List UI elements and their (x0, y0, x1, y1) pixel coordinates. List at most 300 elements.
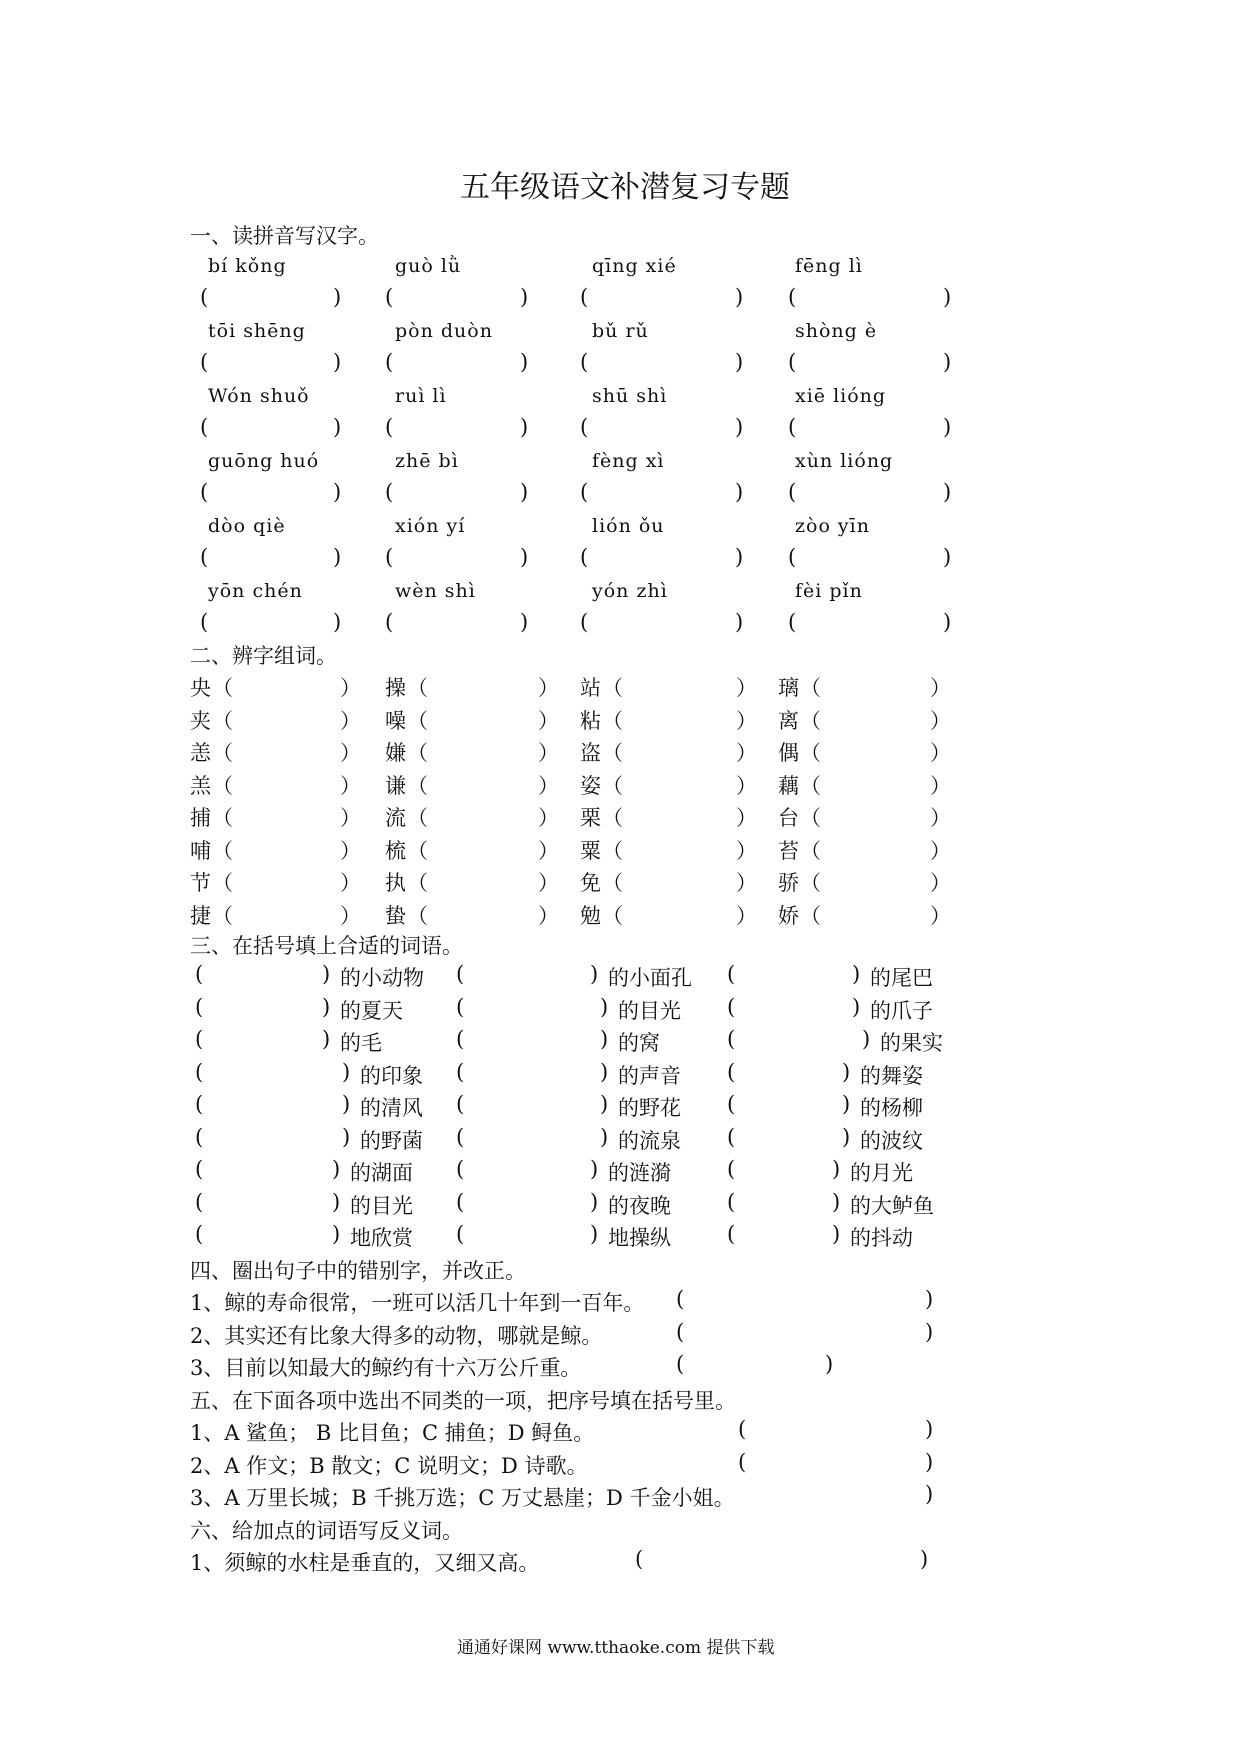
answer-blank[interactable] (628, 672, 729, 698)
pinyin-label: fēng lì (795, 255, 863, 277)
answer-open-paren: （ (212, 903, 233, 928)
answer-blank[interactable] (433, 802, 531, 828)
answer-open-paren: ( (727, 1124, 736, 1149)
answer-blank[interactable] (238, 705, 333, 731)
answer-blank[interactable] (802, 285, 937, 311)
answer-blank[interactable] (433, 900, 531, 926)
answer-blank[interactable] (741, 1092, 840, 1118)
section1-heading: 一、读拼音写汉字。 (190, 224, 379, 248)
answer-blank[interactable] (470, 1125, 598, 1151)
section4-heading: 四、圈出句子中的错别字，并改正。 (190, 1259, 526, 1283)
answer-close-paren: ) (520, 610, 529, 634)
answer-open-paren: ( (788, 285, 797, 309)
answer-blank[interactable] (238, 770, 333, 796)
answer-close-paren: ） (538, 741, 559, 765)
answer-blank[interactable] (214, 545, 327, 571)
answer-blank[interactable] (399, 545, 514, 571)
answer-close-paren: ) (943, 545, 952, 569)
answer-blank[interactable] (238, 672, 333, 698)
answer-open-paren: ( (788, 350, 797, 374)
answer-open-paren: ( (727, 1222, 736, 1246)
answer-open-paren: （ (407, 741, 428, 765)
answer-close-paren: ) (322, 994, 331, 1019)
phrase-suffix: 的果实 (880, 1031, 943, 1055)
answer-close-paren: ) (925, 1449, 934, 1474)
answer-close-paren: ) (332, 1157, 341, 1181)
char-item: 栗 (580, 806, 601, 830)
answer-close-paren: ) (943, 285, 952, 309)
answer-close-paren: ） (736, 708, 757, 733)
answer-blank[interactable] (628, 802, 729, 828)
pinyin-label: guò lǜ (395, 255, 462, 277)
answer-close-paren: ） (930, 708, 951, 733)
phrase-suffix: 的目光 (618, 998, 681, 1023)
answer-close-paren: ) (333, 545, 342, 569)
char-item: 捕 (190, 806, 211, 830)
answer-open-paren: （ (602, 903, 623, 928)
answer-open-paren: ( (200, 545, 209, 569)
answer-close-paren: ) (735, 350, 744, 374)
answer-open-paren: （ (407, 838, 428, 863)
answer-blank[interactable] (470, 995, 598, 1021)
answer-open-paren: ( (456, 1124, 465, 1149)
pinyin-label: xiē lióng (795, 385, 887, 407)
answer-close-paren: ） (538, 773, 559, 798)
answer-blank[interactable] (692, 1352, 817, 1378)
phrase-suffix: 的尾巴 (870, 966, 933, 990)
answer-blank[interactable] (399, 415, 514, 441)
answer-open-paren: ( (195, 1222, 204, 1246)
answer-close-paren: ) (735, 415, 744, 439)
answer-close-paren: ) (943, 415, 952, 439)
pinyin-label: shòng è (795, 320, 878, 342)
answer-blank[interactable] (652, 1547, 912, 1573)
char-item: 免 (580, 871, 601, 895)
answer-open-paren: ( (456, 1157, 465, 1181)
answer-blank[interactable] (628, 705, 729, 731)
answer-blank[interactable] (433, 705, 531, 731)
char-item: 蛰 (385, 903, 406, 928)
answer-open-paren: ( (580, 415, 589, 439)
answer-blank[interactable] (628, 900, 729, 926)
answer-blank[interactable] (826, 770, 923, 796)
answer-open-paren: ( (727, 1092, 736, 1116)
answer-close-paren: ) (332, 1189, 341, 1214)
answer-close-paren: ) (943, 480, 952, 504)
pinyin-label: fèng xì (592, 450, 665, 472)
phrase-suffix: 地操纵 (608, 1226, 671, 1250)
answer-close-paren: ) (520, 415, 529, 439)
char-item: 节 (190, 871, 211, 895)
answer-blank[interactable] (826, 802, 923, 828)
answer-open-paren: ( (727, 1189, 736, 1214)
char-item: 梳 (385, 838, 406, 863)
pinyin-label: pòn duòn (395, 320, 493, 342)
answer-close-paren: ） (736, 838, 757, 863)
char-item: 盗 (580, 741, 601, 765)
page-footer: 通通好课网 www.tthaoke.com 提供下载 (457, 1638, 775, 1658)
answer-open-paren: ( (727, 994, 736, 1019)
char-item: 谦 (385, 773, 406, 798)
answer-blank[interactable] (741, 1190, 830, 1216)
answer-open-paren: （ (212, 676, 233, 700)
pinyin-label: zhē bì (395, 450, 459, 472)
answer-close-paren: ） (340, 773, 361, 798)
answer-close-paren: ） (930, 806, 951, 830)
pinyin-label: Wón shuǒ (208, 385, 310, 407)
answer-open-paren: ( (385, 285, 394, 309)
answer-blank[interactable] (209, 1125, 340, 1151)
answer-close-paren: ) (520, 350, 529, 374)
answer-blank[interactable] (802, 480, 937, 506)
answer-open-paren: （ (407, 773, 428, 798)
answer-close-paren: ) (600, 1027, 609, 1051)
answer-close-paren: ) (943, 610, 952, 634)
answer-close-paren: ） (538, 708, 559, 733)
answer-blank[interactable] (741, 1157, 830, 1183)
char-item: 粘 (580, 708, 601, 733)
answer-open-paren: ( (195, 1059, 204, 1084)
char-item: 捷 (190, 903, 211, 928)
answer-blank[interactable] (741, 1125, 840, 1151)
answer-open-paren: ( (385, 480, 394, 504)
answer-open-paren: （ (800, 871, 821, 895)
phrase-suffix: 的目光 (350, 1193, 413, 1218)
answer-open-paren: ( (456, 1222, 465, 1246)
answer-blank[interactable] (399, 285, 514, 311)
answer-open-paren: ( (456, 1059, 465, 1084)
answer-close-paren: ) (925, 1319, 934, 1344)
answer-open-paren: ( (738, 1417, 747, 1441)
answer-open-paren: ( (788, 610, 797, 634)
answer-close-paren: ) (925, 1417, 934, 1441)
phrase-suffix: 的大鲈鱼 (850, 1193, 934, 1218)
answer-close-paren: ) (520, 480, 529, 504)
pinyin-label: zòo yīn (795, 515, 870, 537)
answer-open-paren: （ (212, 708, 233, 733)
answer-open-paren: （ (407, 871, 428, 895)
answer-open-paren: ( (385, 350, 394, 374)
char-item: 偶 (778, 741, 799, 765)
answer-blank[interactable] (214, 480, 327, 506)
answer-blank[interactable] (433, 867, 531, 893)
answer-close-paren: ) (920, 1547, 929, 1571)
answer-blank[interactable] (756, 1482, 916, 1508)
answer-close-paren: ） (538, 838, 559, 863)
pinyin-label: wèn shì (395, 580, 476, 602)
answer-close-paren: ) (342, 1092, 351, 1116)
phrase-suffix: 的窝 (618, 1031, 660, 1055)
answer-open-paren: （ (800, 708, 821, 733)
answer-close-paren: ) (333, 350, 342, 374)
phrase-suffix: 的清风 (360, 1096, 423, 1120)
answer-close-paren: ) (832, 1157, 841, 1181)
phrase-suffix: 的夜晚 (608, 1193, 671, 1218)
phrase-suffix: 的野花 (618, 1096, 681, 1120)
pinyin-label: guōng huó (208, 450, 320, 472)
answer-blank[interactable] (209, 1222, 330, 1248)
answer-blank[interactable] (470, 1222, 588, 1248)
choice-item: 2、A 作文；B 散文；C 说明文；D 诗歌。 (190, 1453, 588, 1478)
answer-blank[interactable] (741, 962, 850, 988)
pinyin-label: shū shì (592, 385, 668, 407)
answer-blank[interactable] (433, 672, 531, 698)
phrase-suffix: 的野菌 (360, 1128, 423, 1153)
answer-open-paren: （ (800, 741, 821, 765)
answer-blank[interactable] (238, 802, 333, 828)
answer-open-paren: ( (195, 1157, 204, 1181)
answer-close-paren: ) (600, 994, 609, 1019)
phrase-suffix: 的杨柳 (860, 1096, 923, 1120)
answer-open-paren: ( (456, 962, 465, 986)
answer-close-paren: ) (735, 610, 744, 634)
answer-blank[interactable] (470, 962, 588, 988)
sentence-item: 1、须鲸的水柱是垂直的，又细又高。 (190, 1551, 540, 1575)
answer-open-paren: ( (676, 1287, 685, 1311)
answer-close-paren: ） (340, 838, 361, 863)
answer-close-paren: ) (590, 1189, 599, 1214)
answer-close-paren: ） (538, 676, 559, 700)
answer-blank[interactable] (628, 835, 729, 861)
answer-blank[interactable] (594, 415, 729, 441)
char-item: 站 (580, 676, 601, 700)
answer-blank[interactable] (826, 900, 923, 926)
answer-blank[interactable] (470, 1190, 588, 1216)
answer-blank[interactable] (826, 737, 923, 763)
phrase-suffix: 地欣赏 (350, 1226, 413, 1250)
answer-blank[interactable] (209, 1157, 330, 1183)
answer-close-paren: ） (930, 741, 951, 765)
answer-open-paren: ( (456, 1092, 465, 1116)
answer-close-paren: ） (736, 903, 757, 928)
char-item: 粟 (580, 838, 601, 863)
answer-open-paren: （ (800, 773, 821, 798)
answer-open-paren: ( (580, 285, 589, 309)
answer-close-paren: ) (332, 1222, 341, 1246)
answer-open-paren: （ (212, 871, 233, 895)
answer-open-paren: ( (727, 1027, 736, 1051)
answer-open-paren: ( (788, 415, 797, 439)
answer-blank[interactable] (826, 835, 923, 861)
answer-blank[interactable] (594, 350, 729, 376)
answer-close-paren: ) (852, 962, 861, 986)
answer-blank[interactable] (756, 1417, 916, 1443)
pinyin-label: dòo qiè (208, 515, 286, 537)
answer-open-paren: ( (456, 1027, 465, 1051)
answer-blank[interactable] (741, 1060, 840, 1086)
pinyin-label: bǔ rǔ (592, 320, 649, 342)
answer-blank[interactable] (209, 962, 320, 988)
answer-blank[interactable] (692, 1287, 917, 1313)
answer-close-paren: ） (340, 903, 361, 928)
answer-blank[interactable] (214, 610, 327, 636)
answer-blank[interactable] (802, 545, 937, 571)
answer-blank[interactable] (470, 1027, 598, 1053)
answer-close-paren: ) (342, 1059, 351, 1084)
answer-open-paren: ( (200, 285, 209, 309)
answer-blank[interactable] (802, 350, 937, 376)
answer-blank[interactable] (741, 995, 850, 1021)
answer-blank[interactable] (826, 672, 923, 698)
answer-open-paren: ( (200, 350, 209, 374)
answer-blank[interactable] (214, 285, 327, 311)
answer-open-paren: ( (635, 1547, 644, 1571)
answer-blank[interactable] (741, 1027, 860, 1053)
answer-open-paren: （ (800, 806, 821, 830)
answer-close-paren: ） (538, 871, 559, 895)
answer-close-paren: ) (333, 415, 342, 439)
pinyin-label: qīng xié (592, 255, 677, 277)
answer-close-paren: ) (852, 994, 861, 1019)
answer-blank[interactable] (802, 415, 937, 441)
phrase-suffix: 的涟漪 (608, 1161, 671, 1185)
section3-heading: 三、在括号填上合适的词语。 (190, 934, 463, 958)
answer-blank[interactable] (628, 737, 729, 763)
answer-open-paren: ( (195, 994, 204, 1019)
answer-blank[interactable] (433, 737, 531, 763)
char-item: 璃 (778, 676, 799, 700)
answer-blank[interactable] (594, 545, 729, 571)
answer-open-paren: ( (456, 994, 465, 1019)
phrase-suffix: 的爪子 (870, 998, 933, 1023)
answer-blank[interactable] (741, 1222, 830, 1248)
answer-open-paren: ( (385, 545, 394, 569)
answer-blank[interactable] (238, 867, 333, 893)
choice-item: 1、A 鲨鱼； B 比目鱼；C 捕鱼；D 鲟鱼。 (190, 1421, 595, 1445)
section5-heading: 五、在下面各项中选出不同类的一项，把序号填在括号里。 (190, 1389, 736, 1413)
answer-open-paren: （ (602, 676, 623, 700)
answer-close-paren: ) (333, 285, 342, 309)
answer-close-paren: ) (925, 1482, 934, 1506)
answer-open-paren: ( (580, 610, 589, 634)
answer-blank[interactable] (238, 900, 333, 926)
answer-open-paren: ( (195, 1027, 204, 1051)
char-item: 噪 (385, 708, 406, 733)
answer-blank[interactable] (470, 1157, 588, 1183)
answer-blank[interactable] (802, 610, 937, 636)
answer-open-paren: ( (738, 1449, 747, 1474)
phrase-suffix: 的声音 (618, 1063, 681, 1088)
pinyin-label: yōn chén (208, 580, 303, 602)
answer-open-paren: （ (212, 741, 233, 765)
phrase-suffix: 的流泉 (618, 1128, 681, 1153)
pinyin-label: xión yí (395, 515, 466, 537)
char-item: 骄 (778, 871, 799, 895)
answer-blank[interactable] (399, 480, 514, 506)
answer-open-paren: （ (602, 708, 623, 733)
phrase-suffix: 的抖动 (850, 1226, 913, 1250)
answer-open-paren: ( (676, 1319, 685, 1344)
answer-blank[interactable] (692, 1320, 917, 1346)
answer-blank[interactable] (594, 480, 729, 506)
answer-open-paren: ( (727, 1157, 736, 1181)
phrase-suffix: 的夏天 (340, 998, 403, 1023)
answer-blank[interactable] (826, 867, 923, 893)
answer-open-paren: ( (195, 962, 204, 986)
answer-blank[interactable] (399, 350, 514, 376)
page-title: 五年级语文补潜复习专题 (460, 170, 790, 205)
answer-close-paren: ) (590, 962, 599, 986)
pinyin-label: xùn lióng (795, 450, 894, 472)
answer-open-paren: ( (676, 1352, 685, 1376)
answer-close-paren: ) (735, 285, 744, 309)
answer-blank[interactable] (214, 350, 327, 376)
answer-close-paren: ） (930, 871, 951, 895)
answer-close-paren: ） (340, 806, 361, 830)
answer-blank[interactable] (470, 1092, 598, 1118)
answer-close-paren: ) (735, 480, 744, 504)
phrase-suffix: 的月光 (850, 1161, 913, 1185)
answer-blank[interactable] (433, 835, 531, 861)
phrase-suffix: 的印象 (360, 1063, 423, 1088)
answer-close-paren: ) (600, 1059, 609, 1084)
answer-open-paren: （ (407, 806, 428, 830)
answer-blank[interactable] (209, 1027, 320, 1053)
answer-blank[interactable] (214, 415, 327, 441)
answer-blank[interactable] (238, 835, 333, 861)
answer-close-paren: ) (322, 1027, 331, 1051)
answer-open-paren: ( (580, 545, 589, 569)
answer-close-paren: ） (538, 903, 559, 928)
char-item: 央 (190, 676, 211, 700)
answer-open-paren: ( (788, 480, 797, 504)
answer-close-paren: ) (925, 1287, 934, 1311)
answer-close-paren: ) (520, 285, 529, 309)
answer-close-paren: ） (736, 773, 757, 798)
answer-blank[interactable] (628, 770, 729, 796)
answer-blank[interactable] (594, 285, 729, 311)
answer-open-paren: ( (200, 415, 209, 439)
answer-blank[interactable] (826, 705, 923, 731)
pinyin-label: tōi shēng (208, 320, 306, 342)
answer-blank[interactable] (433, 770, 531, 796)
char-item: 台 (778, 806, 799, 830)
char-item: 哺 (190, 838, 211, 863)
char-item: 苔 (778, 838, 799, 863)
answer-open-paren: ( (385, 610, 394, 634)
phrase-suffix: 的小动物 (340, 966, 424, 990)
answer-close-paren: ) (735, 545, 744, 569)
answer-blank[interactable] (209, 995, 320, 1021)
answer-blank[interactable] (238, 737, 333, 763)
answer-blank[interactable] (209, 1060, 340, 1086)
answer-close-paren: ) (832, 1189, 841, 1214)
section6-heading: 六、给加点的词语写反义词。 (190, 1519, 463, 1543)
answer-blank[interactable] (470, 1060, 598, 1086)
answer-blank[interactable] (209, 1092, 340, 1118)
sentence-item: 2、其实还有比象大得多的动物，哪就是鲸。 (190, 1323, 603, 1348)
answer-close-paren: ） (930, 838, 951, 863)
char-item: 操 (385, 676, 406, 700)
char-item: 夹 (190, 708, 211, 733)
answer-blank[interactable] (399, 610, 514, 636)
char-item: 恙 (190, 741, 211, 765)
answer-blank[interactable] (594, 610, 729, 636)
answer-close-paren: ） (538, 806, 559, 830)
answer-open-paren: ( (195, 1189, 204, 1214)
answer-close-paren: ） (736, 806, 757, 830)
answer-blank[interactable] (756, 1450, 916, 1476)
answer-close-paren: ) (842, 1092, 851, 1116)
answer-open-paren: ( (727, 1059, 736, 1084)
char-item: 姿 (580, 773, 601, 798)
answer-open-paren: ( (200, 610, 209, 634)
answer-open-paren: （ (407, 903, 428, 928)
answer-close-paren: ) (832, 1222, 841, 1246)
sentence-item: 3、目前以知最大的鲸约有十六万公斤重。 (190, 1356, 582, 1380)
answer-blank[interactable] (628, 867, 729, 893)
answer-blank[interactable] (209, 1190, 330, 1216)
